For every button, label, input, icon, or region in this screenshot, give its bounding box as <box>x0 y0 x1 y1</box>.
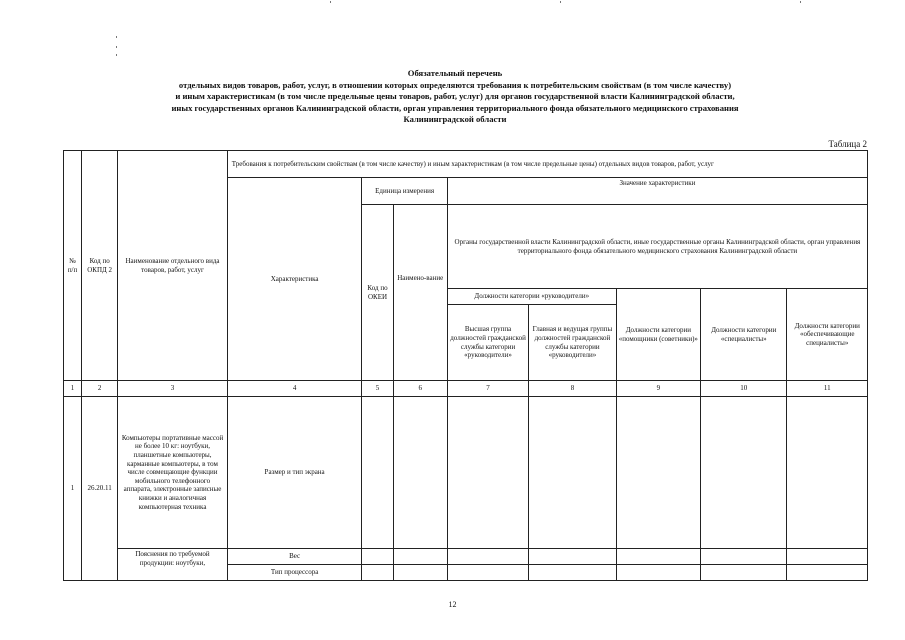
row-note: Пояснения по требуемой продукции: ноутбуки, <box>118 549 228 581</box>
header-characteristic: Характеристика <box>227 178 362 381</box>
col-number: 11 <box>787 381 868 397</box>
scan-mark <box>116 54 117 56</box>
header-col8: Главная и ведущая группы должностей гражданской службы категории «руководители» <box>529 305 616 381</box>
col-number: 6 <box>393 381 447 397</box>
header-okei: Код по ОКЕИ <box>362 205 393 381</box>
row-num: 1 <box>64 397 82 581</box>
row-code: 26.20.11 <box>82 397 118 581</box>
header-requirements: Требования к потребительским свойствам (в том числе качеству) и иным характеристикам (в том числе предельные цены) отдельных видов товаров, работ, услуг <box>227 151 867 178</box>
header-name: Наименование отдельного вида товаров, работ, услуг <box>118 151 228 381</box>
title-line: отдельных видов товаров, работ, услуг, в отношении которых определяются требования к потребительским свойствам (в том числе качеству) <box>178 79 732 90</box>
col-number: 2 <box>82 381 118 397</box>
document-title <box>60 68 850 126</box>
col-number: 10 <box>701 381 787 397</box>
row-characteristic: Размер и тип экрана <box>227 397 362 549</box>
header-value: Значение характеристики <box>447 178 867 205</box>
table-label: Таблица 2 <box>828 139 867 149</box>
scan-mark <box>800 1 801 3</box>
col-number: 7 <box>447 381 528 397</box>
header-col7: Высшая группа должностей гражданской службы категории «руководители» <box>447 305 528 381</box>
col-number: 3 <box>118 381 228 397</box>
header-col9: Должности категории «помощники (советники)» <box>616 289 700 381</box>
header-leaders: Должности категории «руководители» <box>447 289 616 305</box>
column-numbers-row <box>64 381 868 397</box>
header-num: № п/п <box>64 151 82 381</box>
title-line: иных государственных органов Калининградской области, орган управления территориального фонда обязательного медицинского страхования <box>171 102 739 113</box>
row-name: Компьютеры портативные массой не более 10 кг: ноутбуки, планшетные компьютеры, карманные компьютеры, в том числе совмещающие функции мобильного телефонного аппарата, электронные записные книжки и аналогичная компьютерная техника <box>118 397 228 549</box>
title-line: Калининградской области <box>403 114 507 125</box>
header-col10: Должности категории «специалисты» <box>701 289 787 381</box>
row-subchar: Тип процессора <box>227 565 362 581</box>
page-number: 12 <box>448 600 457 609</box>
row-subchar: Вес <box>227 549 362 565</box>
header-col11: Должности категории «обеспечивающие специалисты» <box>787 289 868 381</box>
header-unit: Единица измерения <box>362 178 447 205</box>
table-row <box>64 397 868 549</box>
table-row <box>64 549 868 565</box>
col-number: 8 <box>529 381 616 397</box>
header-unit-name: Наимено-вание <box>393 205 447 381</box>
header-organs: Органы государственной власти Калининградской области, иные государственные органы Калининградской области, орган управления территориального фонда обязательного медицинского страхования Калининградской области <box>447 205 867 289</box>
col-number: 9 <box>616 381 700 397</box>
scan-mark <box>560 1 561 3</box>
scan-mark <box>330 1 331 3</box>
title-line: и иным характеристикам (в том числе предельные цены товаров, работ, услуг) для органов государственной власти Калининградской области, <box>175 91 735 102</box>
col-number: 4 <box>227 381 362 397</box>
requirements-table <box>63 150 868 581</box>
header-okpd: Код по ОКПД 2 <box>82 151 118 381</box>
col-number: 1 <box>64 381 82 397</box>
scan-mark <box>116 36 117 38</box>
col-number: 5 <box>362 381 393 397</box>
scan-mark <box>116 46 117 48</box>
title-line: Обязательный перечень <box>407 68 503 78</box>
